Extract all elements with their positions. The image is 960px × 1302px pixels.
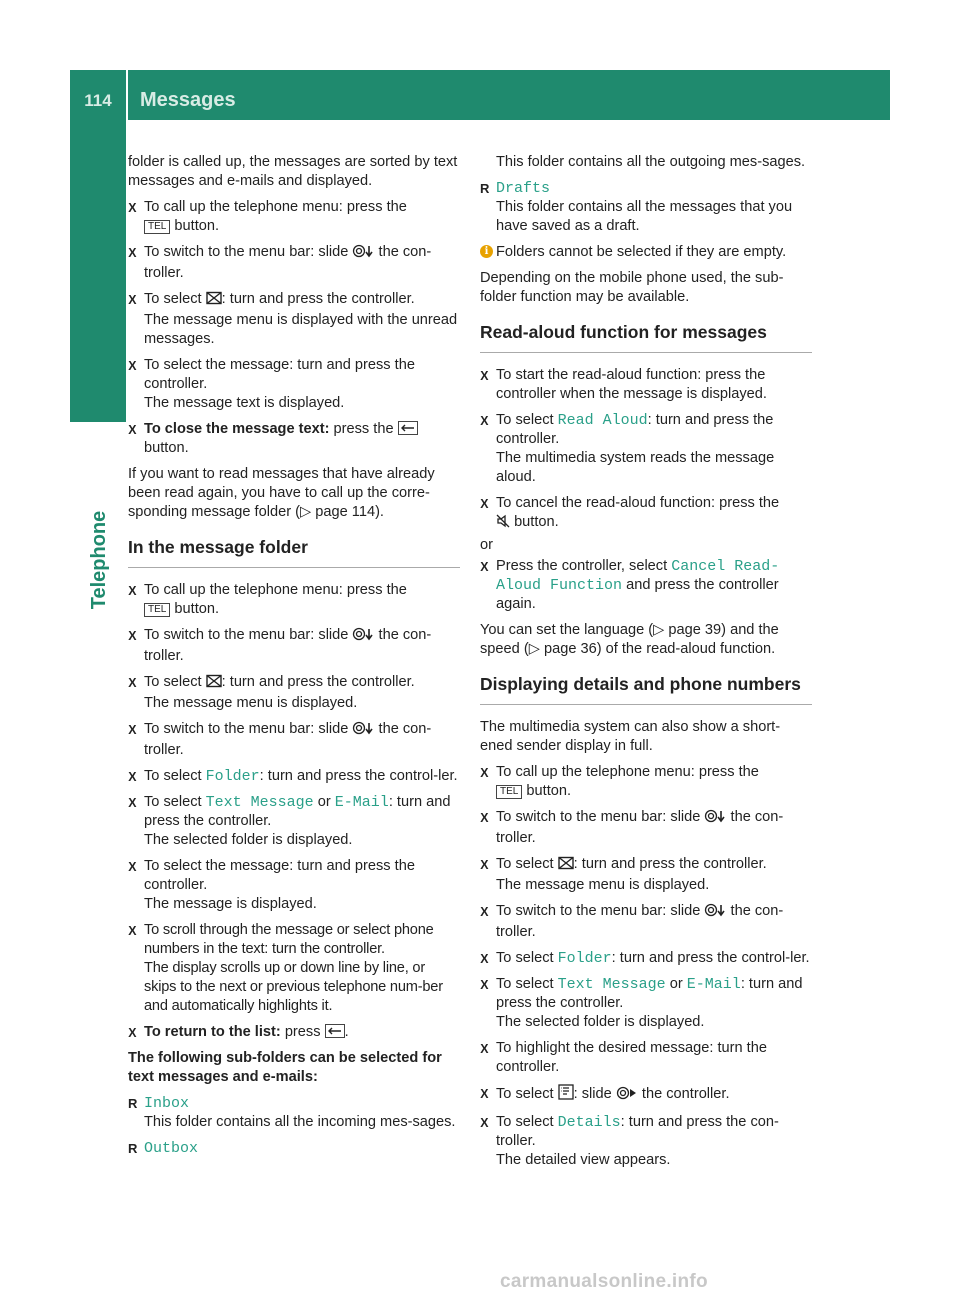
list-item: [128, 1139, 460, 1158]
paragraph: This folder contains all the outgoing mes-sages.: [496, 154, 806, 170]
menu-term-email: E-Mail: [686, 976, 741, 993]
step: X To switch to the menu bar: slide the con-troller.: [128, 243, 460, 283]
menu-term-cancel-read-aloud: Cancel Read-: [671, 558, 780, 575]
step: X To select the message: turn and press the controller. The message is displayed.: [128, 857, 460, 914]
paragraph: The multimedia system can also show a short-ened sender display in full.: [480, 719, 781, 754]
message-options-icon: [558, 1084, 574, 1106]
step: X To switch to the menu bar: slide the con-troller.: [128, 720, 460, 760]
paragraph: If you want to read messages that have already been read again, you have to call up the corre-sponding message folder (▷ page 114).: [128, 466, 435, 520]
step: X To select Details: turn and press the con-troller. The detailed view appears.: [480, 1113, 812, 1170]
paragraph: You can set the language (▷ page 39) and the speed (▷ page 36) of the read-aloud function.: [480, 622, 779, 657]
step: X To select : turn and press the controller. The message menu is displayed with the unread messages.: [128, 290, 460, 349]
step: X To call up the telephone menu: press the TEL button.: [128, 198, 460, 236]
info-icon: i: [480, 245, 493, 258]
controller-slide-down-icon: [352, 721, 374, 741]
page-number: 114: [84, 91, 112, 110]
controller-slide-down-icon: [704, 809, 726, 829]
controller-slide-down-icon: [352, 244, 374, 264]
step: X To switch to the menu bar: slide the con-troller.: [480, 808, 812, 848]
step: X To close the message text: press the button.: [128, 420, 460, 458]
controller-slide-down-icon: [352, 627, 374, 647]
back-button-icon: [398, 421, 418, 435]
menu-term-outbox: Outbox: [144, 1140, 199, 1157]
step: X To scroll through the message or select phone numbers in the text: turn the controller. The display scrolls up or down line by line, or skips to the next or previous telephone num-ber and automatically highlights it.: [128, 921, 460, 1016]
reference-arrow-icon: ▷: [653, 622, 665, 638]
or-separator: or: [480, 537, 493, 553]
step: X To select : slide the controller.: [480, 1084, 812, 1106]
menu-term-email: E-Mail: [334, 794, 389, 811]
watermark: carmanualsonline.info: [500, 1271, 708, 1292]
menu-term-inbox: Inbox: [144, 1095, 190, 1112]
subheading: The following sub-folders can be selected for text messages and e-mails:: [128, 1050, 442, 1085]
step: X To select Text Message or E-Mail: turn and press the controller. The selected folder is displayed.: [480, 975, 812, 1032]
step: X Press the controller, select Cancel Read- Aloud Function and press the controller again.: [480, 557, 812, 614]
controller-slide-right-icon: [616, 1086, 638, 1106]
step: X To select Folder: turn and press the control-ler.: [128, 767, 460, 786]
section-heading: Displaying details and phone numbers: [480, 673, 812, 705]
step: X To call up the telephone menu: press the TEL button.: [480, 763, 812, 801]
back-button-icon: [325, 1024, 345, 1038]
menu-term-text-message: Text Message: [557, 976, 666, 993]
menu-term-folder: Folder: [205, 768, 260, 785]
section-heading: Read-aloud function for messages: [480, 321, 812, 353]
header-divider: [126, 70, 128, 120]
step: X To select : turn and press the controller. The message menu is displayed.: [480, 855, 812, 895]
section-label: Telephone: [87, 510, 110, 610]
step: X To call up the telephone menu: press the TEL button.: [128, 581, 460, 619]
step: X To switch to the menu bar: slide the con-troller.: [480, 902, 812, 942]
section-heading: In the message folder: [128, 536, 460, 568]
step: X To switch to the menu bar: slide the con-troller.: [128, 626, 460, 666]
page-title: Messages: [140, 89, 236, 111]
envelope-icon: [206, 291, 222, 311]
step: X To select Read Aloud: turn and press the controller. The multimedia system reads the message aloud.: [480, 411, 812, 487]
menu-term-text-message: Text Message: [205, 794, 314, 811]
tel-button-icon: TEL: [496, 785, 522, 799]
step: X To select the message: turn and press the controller. The message text is displayed.: [128, 356, 460, 413]
menu-term-read-aloud: Read Aloud: [557, 412, 648, 429]
mute-icon: [496, 514, 510, 534]
paragraph: folder is called up, the messages are sorted by text messages and e-mails and displayed.: [128, 154, 458, 189]
step: X To return to the list: press .: [128, 1023, 460, 1042]
paragraph: Depending on the mobile phone used, the sub-folder function may be available.: [480, 270, 784, 305]
menu-term-cancel-read-aloud-2: Aloud Function: [496, 577, 623, 594]
step: X To select : turn and press the controller. The message menu is displayed.: [128, 673, 460, 713]
right-column: [480, 153, 812, 1177]
list-item: R Inbox This folder contains all the incoming mes-sages.: [128, 1094, 460, 1132]
menu-term-folder: Folder: [557, 950, 612, 967]
list-item: R Drafts This folder contains all the messages that you have saved as a draft.: [480, 179, 812, 236]
step: X To start the read-aloud function: press the controller when the message is displayed.: [480, 366, 812, 404]
menu-term-details: Details: [557, 1114, 621, 1131]
envelope-icon: [206, 674, 222, 694]
envelope-icon: [558, 856, 574, 876]
controller-slide-down-icon: [704, 903, 726, 923]
info-note: i Folders cannot be selected if they are empty.: [480, 243, 812, 262]
step: X To highlight the desired message: turn the controller.: [480, 1039, 812, 1077]
step: X To cancel the read-aloud function: press the button.: [480, 494, 812, 534]
section-tab-marker: [70, 120, 126, 422]
step: X To select Folder: turn and press the control-ler.: [480, 949, 812, 968]
step: X To select Text Message or E-Mail: turn and press the controller. The selected folder is displayed.: [128, 793, 460, 850]
menu-term-drafts: Drafts: [496, 180, 551, 197]
left-column: [128, 153, 460, 1165]
reference-arrow-icon: ▷: [299, 504, 312, 520]
tel-button-icon: TEL: [144, 220, 170, 234]
tel-button-icon: TEL: [144, 603, 170, 617]
reference-arrow-icon: ▷: [528, 641, 540, 657]
